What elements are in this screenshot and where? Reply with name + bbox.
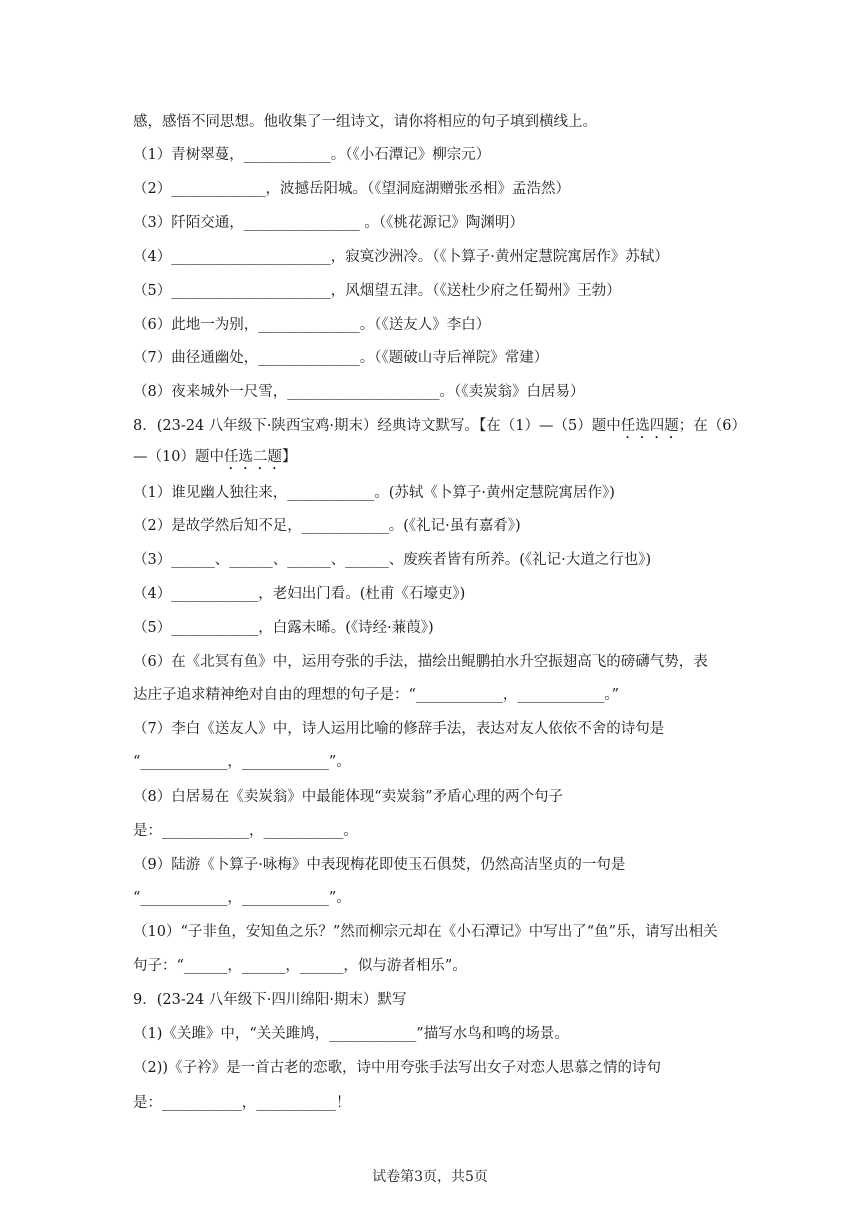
q8-item-6-line-1: （6）在《北冥有鱼》中，运用夸张的手法，描绘出鲲鹏拍水升空振翅高飞的磅礴气势，表 bbox=[133, 654, 708, 670]
q8-item-10-line-1: （10）“子非鱼，安知鱼之乐？”然而柳宗元却在《小石潭记》中写出了“鱼”乐，请写出相关 bbox=[133, 924, 718, 940]
q8-item-1: （1）谁见幽人独往来，____________。(苏轼《卜算子·黄州定慧院寓居作》) bbox=[133, 485, 615, 501]
q7-item-3: （3）阡陌交通，________________ 。（《桃花源记》陶渊明） bbox=[133, 215, 524, 231]
q8-item-6-line-2: 达庄子追求精神绝对自由的理想的句子是：“____________，____________。” bbox=[133, 687, 620, 703]
page-footer: 试卷第3页，共5页 bbox=[372, 1169, 488, 1185]
q8-header-text-2: —（10）题中 bbox=[133, 449, 224, 465]
q8-header-line-1 bbox=[133, 416, 773, 442]
q9-header: 9．(23-24 八年级下·四川绵阳·期末）默写 bbox=[133, 992, 407, 1008]
q8-item-4: （4）____________，老妇出门看。(杜甫《石壕吏》) bbox=[133, 586, 466, 602]
q7-item-4: （4）______________________，寂寞沙洲冷。（《卜算子·黄州定慧院寓居作》苏轼） bbox=[133, 249, 669, 265]
q7-item-8: （8）夜来城外一尺雪，_____________________。（《卖炭翁》白居易） bbox=[133, 384, 585, 400]
q8-item-5: （5）____________，白露未晞。(《诗经·蒹葭》) bbox=[133, 620, 434, 636]
q7-item-7: （7）曲径通幽处，______________。（《题破山寺后禅院》常建） bbox=[133, 350, 549, 366]
q8-item-8-line-2: 是：____________，___________。 bbox=[133, 823, 358, 839]
q9-item-2-line-2: 是：___________，___________！ bbox=[133, 1095, 351, 1111]
q8-item-9-line-1: （9）陆游《卜算子·咏梅》中表现梅花即使玉石俱焚，仍然高洁坚贞的一句是 bbox=[133, 857, 626, 873]
q8-item-10-line-2: 句子：“______，______，______，似与游者相乐”。 bbox=[133, 958, 467, 974]
q8-header-tail-2: 】 bbox=[281, 449, 297, 465]
q9-item-1: （1)《关雎》中，“关关雎鸠，____________”描写水鸟和鸣的场景。 bbox=[133, 1026, 569, 1042]
q8-header-line-2 bbox=[133, 447, 773, 473]
q8-emphasis-choose-four: 任选四题 bbox=[620, 418, 679, 434]
q7-item-5: （5）______________________，风烟望五津。（《送杜少府之任蜀州》王勃） bbox=[133, 283, 621, 299]
q8-item-7-line-1: （7）李白《送友人》中，诗人运用比喻的修辞手法，表达对友人依依不舍的诗句是 bbox=[133, 721, 665, 737]
q8-item-9-line-2: “____________，____________”。 bbox=[133, 890, 351, 906]
q8-item-3: （3）______、______、______、______、废疾者皆有所养。(《礼记·大道之行也》) bbox=[133, 552, 652, 568]
q7-item-6: （6）此地一为别，______________。（《送友人》李白） bbox=[133, 317, 491, 333]
q7-item-2: （2）_____________，波撼岳阳城。（《望洞庭湖赠张丞相》孟浩然） bbox=[133, 181, 570, 197]
q8-item-2: （2）是故学然后知不足，____________。(《礼记·虽有嘉肴》) bbox=[133, 518, 521, 534]
q7-item-1: （1）青树翠蔓，____________。（《小石潭记》柳宗元） bbox=[133, 147, 491, 163]
q8-emphasis-choose-two: 任选二题 bbox=[223, 449, 282, 465]
q8-header-text: 8．(23-24 八年级下·陕西宝鸡·期末）经典诗文默写。【在（1）—（5）题中 bbox=[133, 418, 621, 434]
q9-item-2-line-1: （2))《子衿》是一首古老的恋歌，诗中用夸张手法写出女子对恋人思慕之情的诗句 bbox=[133, 1060, 662, 1076]
q8-item-8-line-1: （8）白居易在《卖炭翁》中最能体现“卖炭翁”矛盾心理的两个句子 bbox=[133, 789, 564, 805]
intro-line: 感，感悟不同思想。他收集了一组诗文，请你将相应的句子填到横线上。 bbox=[133, 114, 597, 130]
q8-header-tail: ；在（6） bbox=[678, 418, 746, 434]
q8-item-7-line-2: “____________，____________”。 bbox=[133, 754, 351, 770]
